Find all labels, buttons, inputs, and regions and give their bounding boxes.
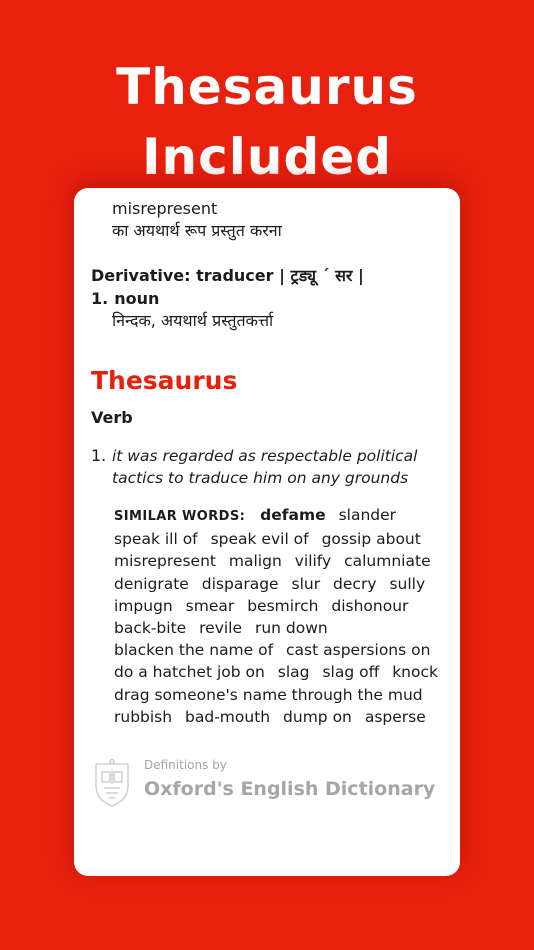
derivative-line: Derivative: traducer | ट्रड्यू ´ सर | <box>91 266 364 285</box>
sense-heading <box>91 288 159 310</box>
similar-word[interactable]: malign <box>228 552 282 571</box>
similar-word[interactable]: dump on <box>283 707 352 726</box>
example-sentence: it was regarded as respectable political tactics to traduce him on any grounds <box>112 447 418 487</box>
similar-word[interactable]: asperse <box>364 707 426 726</box>
similar-word[interactable]: calumniate <box>344 552 431 571</box>
similar-word[interactable]: vilify <box>294 552 332 571</box>
headline-line-1: Thesaurus <box>116 58 418 116</box>
similar-word[interactable]: sully <box>389 574 426 593</box>
sense-number: 1. <box>91 289 109 308</box>
similar-word[interactable]: speak evil of <box>210 530 309 549</box>
similar-word[interactable]: slander <box>338 506 397 524</box>
thesaurus-title: Thesaurus <box>91 366 238 395</box>
similar-word[interactable]: defame <box>260 506 326 524</box>
similar-word[interactable]: disparage <box>201 574 279 593</box>
similar-word[interactable]: revile <box>199 619 243 638</box>
similar-word[interactable]: slag off <box>322 663 380 682</box>
sense-hindi-definition: निन्दक, अयथार्थ प्रस्तुतकर्त्ता <box>112 311 274 330</box>
oxford-crest-icon <box>92 758 132 808</box>
similar-word[interactable]: smear <box>185 596 235 615</box>
similar-word[interactable]: slur <box>291 574 321 593</box>
similar-word[interactable]: rubbish <box>114 707 173 726</box>
sense-pos: noun <box>114 289 160 308</box>
similar-word[interactable]: decry <box>333 574 377 593</box>
headline-line-2: Included <box>141 128 393 186</box>
similar-word[interactable]: slag <box>277 663 310 682</box>
similar-word[interactable]: blacken the name of <box>114 641 274 660</box>
definitions-by-label: Definitions by <box>144 758 227 772</box>
similar-words-label: SIMILAR WORDS: <box>114 509 246 524</box>
prev-sense-hindi: का अयथार्थ रूप प्रस्तुत करना <box>112 221 282 240</box>
similar-word[interactable]: knock <box>392 663 438 682</box>
oxford-attribution <box>92 756 452 816</box>
similar-word[interactable]: bad-mouth <box>185 707 271 726</box>
similar-word[interactable]: impugn <box>114 596 173 615</box>
dictionary-card[interactable] <box>74 188 460 876</box>
similar-word[interactable]: back-bite <box>114 619 187 638</box>
similar-word[interactable]: drag someone's name through the mud <box>114 685 423 704</box>
similar-word[interactable]: do a hatchet job on <box>114 663 265 682</box>
similar-word[interactable]: speak ill of <box>114 530 198 549</box>
similar-word[interactable]: gossip about <box>321 530 421 549</box>
example-number: 1. <box>91 446 107 465</box>
similar-words-block <box>114 504 454 728</box>
similar-word[interactable]: cast aspersions on <box>286 641 431 660</box>
similar-word[interactable]: misrepresent <box>114 552 216 571</box>
oxford-brand-name: Oxford's English Dictionary <box>144 778 436 800</box>
similar-word[interactable]: run down <box>254 619 328 638</box>
similar-word[interactable]: besmirch <box>247 596 319 615</box>
similar-word[interactable]: denigrate <box>114 574 189 593</box>
similar-word[interactable]: dishonour <box>331 596 409 615</box>
headline <box>0 52 534 192</box>
prev-sense-word: misrepresent <box>112 199 218 218</box>
thesaurus-pos: Verb <box>91 408 133 427</box>
